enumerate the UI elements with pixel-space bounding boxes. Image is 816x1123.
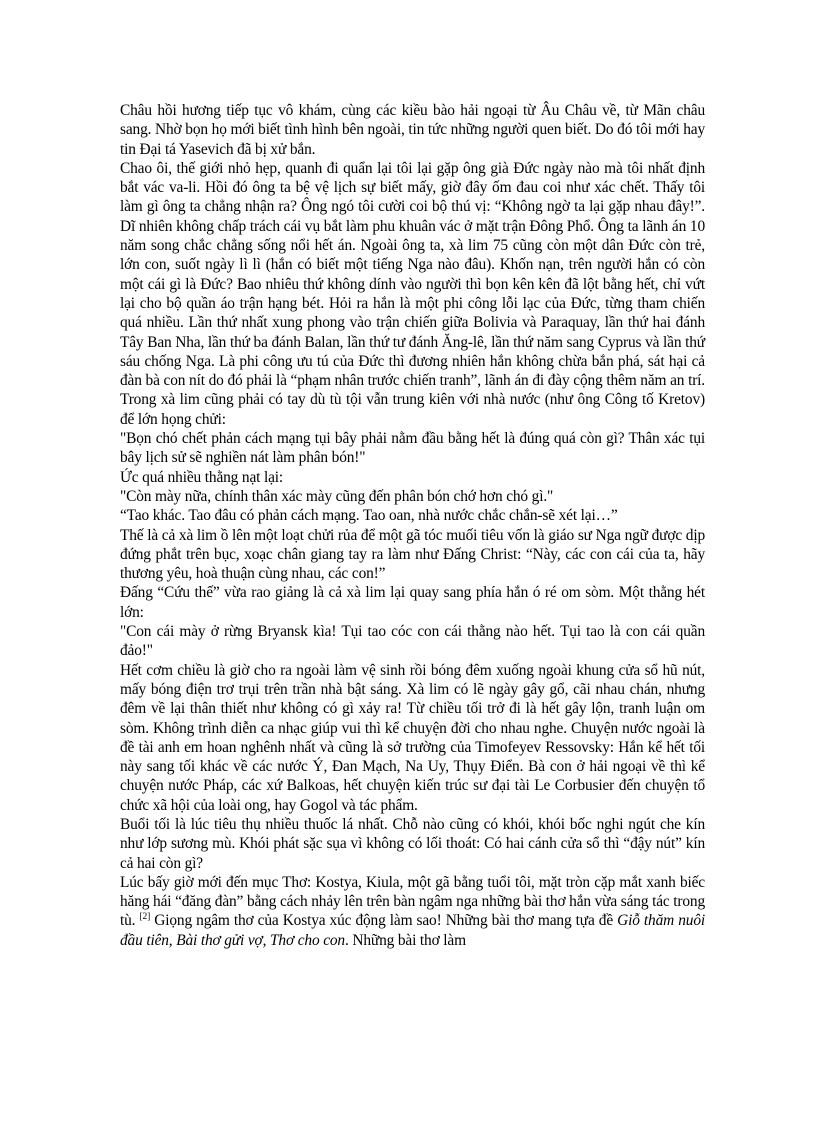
paragraph-with-footnote — [120, 873, 705, 950]
paragraph-text: . Những bài thơ làm — [344, 931, 466, 949]
poem-titles: Giỗ thăm nuôi đầu tiên, Bài thơ gửi vợ, Thơ cho con — [120, 912, 705, 949]
paragraph-text: Giọng ngâm thơ của Kostya xúc động làm sao! Những bài thơ mang tựa đề — [150, 912, 618, 930]
paragraph: "Bọn chó chết phản cách mạng tụi bây phải nằm đầu bằng hết là đúng quá còn gì? Thân xác tụi bây lịch sử sẽ nghiền nát làm phân bón!" — [120, 430, 705, 467]
paragraph: "Còn mày nữa, chính thân xác mày cũng đến phân bón chớ hơn chó gì." — [120, 487, 554, 505]
paragraph: Buổi tối là lúc tiêu thụ nhiều thuốc lá nhất. Chỗ nào cũng có khói, khói bốc nghi ngút che kín như lớp sương mù. Khói phát sặc sụa vì không có lối thoát: Có hai cánh cửa sổ thì “đậy nút” kín cả hai còn gì? — [120, 815, 705, 872]
footnote-reference[interactable]: [2] — [139, 912, 151, 923]
paragraph: Chao ôi, thế giới nhỏ hẹp, quanh đi quẩn lại tôi lại gặp ông già Đức ngày nào mà tôi nhất định bắt vác va-li. Hồi đó ông ta bệ vệ lịch sự biết mấy, giờ đây ốm đau coi như xác chết. Thấy tôi làm gì ông ta chẳng nhận ra? Ông ngó tôi cười coi bộ thú vị: “Không ngờ ta lại gặp nhau đây!”. Dĩ nhiên không chấp trách cái vụ bắt làm phu khuân vác ở mặt trận Đông Phổ. Ông ta lãnh án 10 năm song chắc chẳng sống nổi hết án. Ngoài ông ta, xà lim 75 cũng còn một dân Đức còn trẻ, lớn con, suốt ngày lì lì (hắn có biết một tiếng Nga nào đâu). Khốn nạn, trên người hắn có còn một cái gì là Đức? Bao nhiêu thứ không dính vào người thì bọn kên kên đã lột bằng hết, chỉ vứt lại cho bộ quần áo trận hạng bét. Hỏi ra hắn là một phi công lỗi lạc của Đức, từng tham chiến quá nhiều. Lần thứ nhất xung phong vào trận chiến giữa Bolivia và Paraquay, lần thứ hai đánh Tây Ban Nha, lần thứ ba đánh Balan, lần thứ tư đánh Ăng-lê, lần thứ năm sang Cyprus và lần thứ sáu chống Nga. Là phi công ưu tú của Đức thì đương nhiên hắn không chừa bắn phá, sát hại cả đàn bà con nít do đó phải là “phạm nhân trước chiến tranh”, lãnh án đi đày cộng thêm năm an trí. Trong xà lim cũng phải có tay dù tù tội vẫn trung kiên với nhà nước (như ông Công tố Kretov) để lớn họng chửi: — [120, 159, 705, 428]
paragraph: Hết cơm chiều là giờ cho ra ngoài làm vệ sinh rồi bóng đêm xuống ngoài khung cửa sổ hũ nút, mấy bóng điện trơ trụi trên trần nhà bật sáng. Xà lim có lẽ ngày gây gổ, cãi nhau chán, nhưng đêm về lại thân thiết như không có gì xảy ra! Từ chiều tối trở đi là hết gây lộn, tranh luận om sòm. Không trình diễn ca nhạc giúp vui thì kể chuyện đời cho nhau nghe. Chuyện nước ngoài là đề tài anh em hoan nghênh nhất và cũng là sở trường của Timofeyev Ressovsky: Hắn kể hết tối này sang tối khác về các nước Ý, Đan Mạch, Na Uy, Thụy Điển. Bà con ở hải ngoại về thì kể chuyện nước Pháp, các xứ Balkoas, hết chuyện kiến trúc sư đại tài Le Corbusier đến chuyện tổ chức xã hội của loài ong, hay Gogol và tác phẩm. — [120, 661, 705, 814]
paragraph: Ức quá nhiều thằng nạt lại: — [120, 468, 284, 486]
paragraph: Châu hồi hương tiếp tục vô khám, cùng các kiều bào hải ngoại từ Âu Châu về, từ Mãn châu sang. Nhờ bọn họ mới biết tình hình bên ngoài, tin tức những người quen biết. Do đó tôi mới hay tin Đại tá Yasevich đã bị xử bắn. — [120, 102, 705, 158]
paragraph: Đấng “Cứu thế” vừa rao giảng là cả xà lim lại quay sang phía hắn ó ré om sòm. Một thằng hét lớn: — [120, 584, 705, 621]
paragraph: "Con cái mày ở rừng Bryansk kìa! Tụi tao cóc con cái thằng nào hết. Tụi tao là con cái quần đảo!" — [120, 623, 705, 660]
body-text — [120, 101, 705, 950]
paragraph: “Tao khác. Tao đâu có phản cách mạng. Tao oan, nhà nước chắc chắn-sẽ xét lại…” — [120, 507, 618, 525]
paragraph-text: Lúc bấy giờ mới đến mục Thơ: Kostya, Kiula, một gã bằng tuổi tôi, mặt tròn cặp mắt xanh biếc hăng hái “đăng đàn” bằng cách nhảy lên trên bàn ngâm nga những bài thơ hắn vừa sáng tác trong tù. — [120, 873, 705, 930]
paragraph: Thế là cả xà lim ồ lên một loạt chửi rủa để một gã tóc muối tiêu vốn là giáo sư Nga ngữ được dịp đứng phắt trên bục, xoạc chân giang tay ra làm như Đấng Christ: “Này, các con cái của ta, hãy thương yêu, hoà thuận cùng nhau, các con!” — [120, 526, 705, 583]
